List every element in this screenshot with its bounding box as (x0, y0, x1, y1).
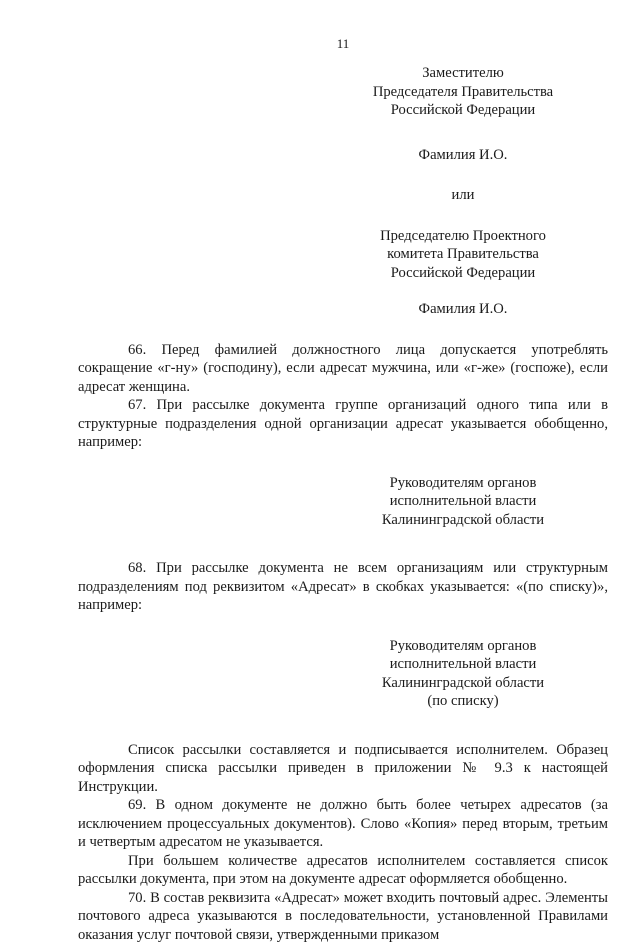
paragraph-mailing-list: Список рассылки составляется и подписывается исполнителем. Образец оформления списка рассылки приведен в приложении № 9.3 к настоящей Инструкции. (78, 741, 608, 797)
addressee-line: Заместителю (328, 64, 598, 83)
addressee-line: Председателя Правительства (328, 83, 598, 102)
addressee-line: комитета Правительства (328, 245, 598, 264)
page-number: 11 (0, 36, 640, 52)
paragraph-69: 69. В одном документе не должно быть более четырех адресатов (за исключением процессуальных документов). Слово «Копия» перед вторым, третьим и четвертым адресатом не указывается. (78, 796, 608, 852)
addressee-line: исполнительной власти (328, 492, 598, 511)
addressee-line: Председателю Проектного (328, 227, 598, 246)
addressee-line: (по списку) (328, 692, 598, 711)
paragraph-68: 68. При рассылке документа не всем организациям или структурным подразделениям под реквизитом «Адресат» в скобках указывается: «(по списку)», например: (78, 559, 608, 615)
addressee-line: Руководителям органов (328, 474, 598, 493)
addressee-line: Российской Федерации (328, 264, 598, 283)
paragraph-67: 67. При рассылке документа группе организаций одного типа или в структурные подразделения одной организации адресат указывается обобщенно, например: (78, 396, 608, 452)
addressee-line: Российской Федерации (328, 101, 598, 120)
addressee-name: Фамилия И.О. (328, 300, 598, 319)
addressee-line: исполнительной власти (328, 655, 598, 674)
addressee-name: Фамилия И.О. (328, 146, 598, 165)
addressee-block-chairman (328, 227, 598, 283)
paragraph-more-addressees: При большем количестве адресатов исполнителем составляется список рассылки документа, при этом на документе адресат оформляется обобщенно. (78, 852, 608, 889)
addressee-block-deputy (328, 64, 598, 120)
document-body (78, 64, 608, 944)
addressee-block-example (328, 474, 598, 530)
or-separator: или (328, 186, 598, 205)
addressee-line: Калининградской области (328, 511, 598, 530)
addressee-block-by-list (328, 637, 598, 711)
paragraph-66: 66. Перед фамилией должностного лица допускается употреблять сокращение «г-ну» (господину), если адресат мужчина, или «г-же» (госпоже), если адресат женщина. (78, 341, 608, 397)
addressee-line: Руководителям органов (328, 637, 598, 656)
addressee-line: Калининградской области (328, 674, 598, 693)
paragraph-70: 70. В состав реквизита «Адресат» может входить почтовый адрес. Элементы почтового адреса указываются в последовательности, установленной Правилами оказания услуг почтовой связи, утвержденными приказом (78, 889, 608, 944)
